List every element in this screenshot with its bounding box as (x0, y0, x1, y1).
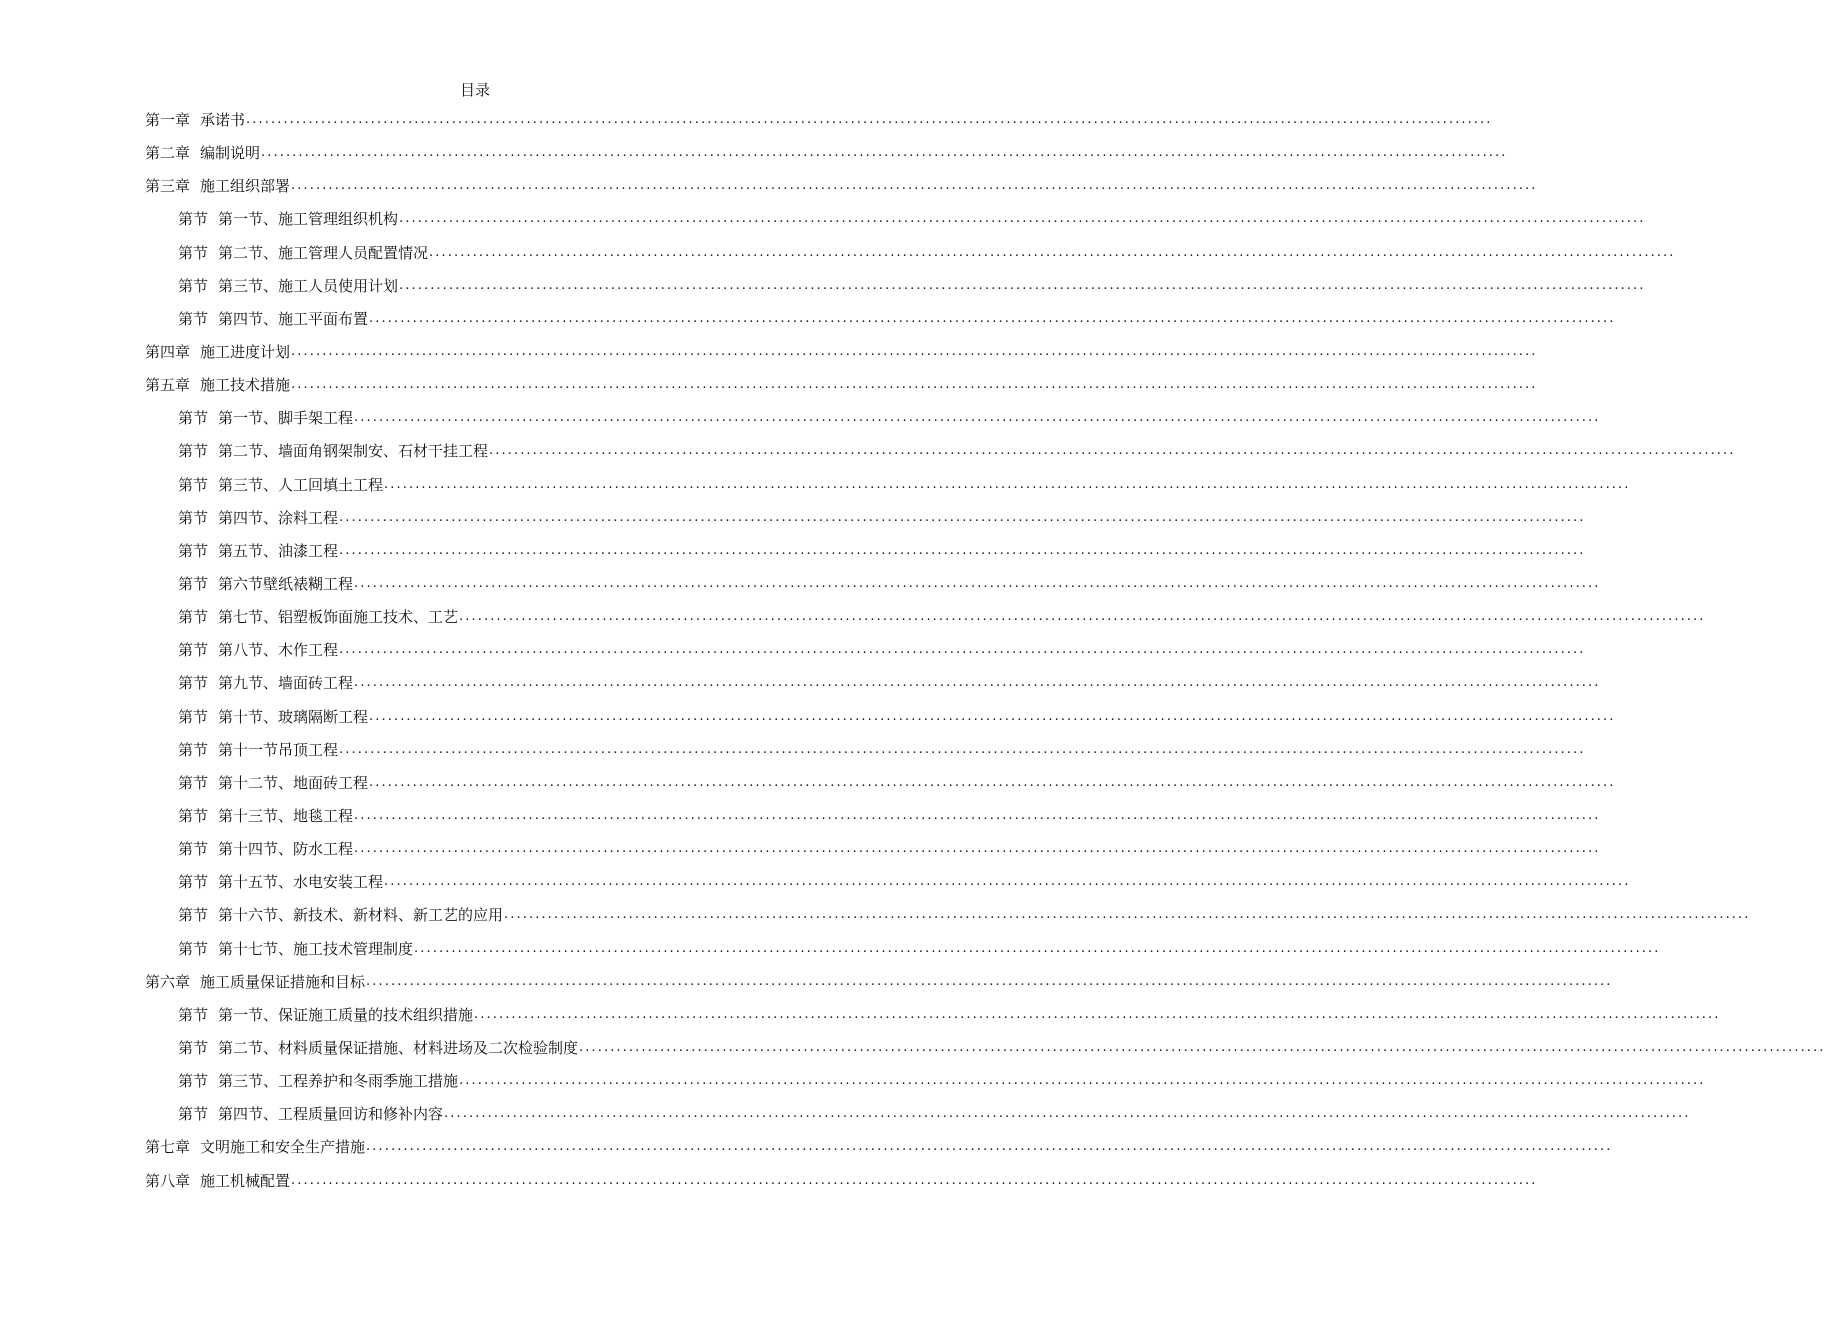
toc-entry-label: 第节 (178, 475, 209, 494)
toc-section-entry[interactable] (145, 832, 1601, 865)
toc-section-entry[interactable] (145, 401, 1601, 434)
toc-section-entry[interactable] (145, 865, 1631, 898)
dot-leader: ........................................................................................................................................................................................................ (459, 1073, 1706, 1089)
toc-entry-label: 第八章 (145, 1171, 191, 1190)
toc-section-entry[interactable] (145, 766, 1616, 799)
toc-entry-label: 第节 (178, 674, 209, 693)
toc-entry-text: 第十二节、地面砖工程 (218, 773, 369, 792)
toc-chapter-entry[interactable] (145, 965, 1613, 998)
toc-chapter-entry[interactable] (145, 136, 1508, 169)
toc-entry-label: 第节 (178, 641, 209, 660)
dot-leader: ........................................................................................................................................................................................................ (354, 410, 1601, 426)
toc-section-entry[interactable] (145, 236, 1676, 269)
toc-section-entry[interactable] (145, 434, 1736, 467)
dot-leader: ........................................................................................................................................................................................................ (291, 1172, 1538, 1188)
toc-entry-text: 第七节、铝塑板饰面施工技术、工艺 (218, 608, 459, 627)
dot-leader: ........................................................................................................................................................................................................ (384, 874, 1631, 890)
dot-leader: ........................................................................................................................................................................................................ (444, 1106, 1691, 1122)
toc-entry-label: 第节 (178, 807, 209, 826)
dot-leader: ........................................................................................................................................................................................................ (399, 211, 1646, 227)
toc-section-entry[interactable] (145, 600, 1706, 633)
toc-entry-text: 第十四节、防水工程 (218, 840, 354, 859)
dot-leader: ........................................................................................................................................................................................................ (369, 310, 1616, 326)
toc-entry-text: 承诺书 (200, 111, 246, 130)
toc-entry-label: 第节 (178, 309, 209, 328)
toc-section-entry[interactable] (145, 269, 1646, 302)
toc-entry-text: 第四节、工程质量回访和修补内容 (218, 1105, 444, 1124)
toc-entry-text: 第二节、施工管理人员配置情况 (218, 243, 429, 262)
toc-entry-label: 第节 (178, 575, 209, 594)
toc-entry-label: 第节 (178, 409, 209, 428)
dot-leader: ........................................................................................................................................................................................................ (369, 708, 1616, 724)
toc-entry-label: 第节 (178, 873, 209, 892)
toc-chapter-entry[interactable] (145, 1164, 1538, 1197)
toc-section-entry[interactable] (145, 567, 1601, 600)
toc-entry-text: 施工机械配置 (200, 1171, 291, 1190)
toc-entry-label: 第节 (178, 740, 209, 759)
toc-section-entry[interactable] (145, 534, 1586, 567)
toc-entry-text: 第八节、木作工程 (218, 641, 339, 660)
toc-section-entry[interactable] (145, 633, 1586, 666)
toc-entry-label: 第一章 (145, 111, 191, 130)
dot-leader: ........................................................................................................................................................................................................ (354, 841, 1601, 857)
toc-section-entry[interactable] (145, 898, 1751, 931)
dot-leader: ........................................................................................................................................................................................................ (579, 1040, 1826, 1055)
toc-entry-label: 第节 (178, 1039, 209, 1057)
toc-section-entry[interactable] (145, 302, 1616, 335)
toc-entry-label: 第节 (178, 906, 209, 925)
toc-entry-label: 第节 (178, 773, 209, 792)
dot-leader: ........................................................................................................................................................................................................ (339, 642, 1586, 658)
toc-entry-text: 施工组织部署 (200, 177, 291, 196)
toc-entry-label: 第五章 (145, 376, 191, 395)
toc-entry-text: 第四节、涂料工程 (218, 508, 339, 527)
toc-entry-text: 第十三节、地毯工程 (218, 807, 354, 826)
toc-chapter-entry[interactable] (145, 1130, 1613, 1163)
dot-leader: ........................................................................................................................................................................................................ (366, 1139, 1613, 1155)
table-of-contents (145, 103, 1826, 1197)
toc-entry-label: 第节 (178, 608, 209, 627)
toc-section-entry[interactable] (145, 998, 1721, 1031)
toc-entry-text: 第四节、施工平面布置 (218, 309, 369, 328)
toc-section-entry[interactable] (145, 1031, 1826, 1064)
toc-title: 目录 (459, 81, 490, 99)
toc-section-entry[interactable] (145, 468, 1631, 501)
toc-entry-text: 第二节、材料质量保证措施、材料进场及二次检验制度 (218, 1039, 579, 1057)
dot-leader: ........................................................................................................................................................................................................ (429, 244, 1676, 260)
dot-leader: ........................................................................................................................................................................................................ (291, 377, 1538, 393)
toc-entry-label: 第节 (178, 442, 209, 461)
toc-entry-text: 第一节、施工管理组织机构 (218, 210, 399, 229)
toc-entry-label: 第节 (178, 276, 209, 295)
toc-entry-label: 第节 (178, 1072, 209, 1091)
dot-leader: ........................................................................................................................................................................................................ (366, 973, 1613, 989)
toc-entry-text: 第一节、保证施工质量的技术组织措施 (218, 1005, 474, 1024)
toc-entry-text: 第三节、人工回填土工程 (218, 475, 384, 494)
toc-entry-text: 第十节、玻璃隔断工程 (218, 707, 369, 726)
toc-entry-label: 第节 (178, 1005, 209, 1024)
toc-entry-text: 第十五节、水电安装工程 (218, 873, 384, 892)
dot-leader: ........................................................................................................................................................................................................ (354, 808, 1601, 824)
toc-section-entry[interactable] (145, 1097, 1691, 1130)
toc-entry-label: 第节 (178, 243, 209, 262)
toc-section-entry[interactable] (145, 700, 1616, 733)
toc-section-entry[interactable] (145, 932, 1661, 965)
toc-entry-text: 第十六节、新技术、新材料、新工艺的应用 (218, 906, 504, 925)
toc-entry-text: 施工技术措施 (200, 376, 291, 395)
toc-entry-text: 第六节壁纸裱糊工程 (218, 575, 354, 594)
toc-section-entry[interactable] (145, 666, 1601, 699)
dot-leader: ........................................................................................................................................................................................................ (474, 1006, 1721, 1022)
toc-entry-text: 第九节、墙面砖工程 (218, 674, 354, 693)
toc-entry-text: 文明施工和安全生产措施 (200, 1138, 366, 1157)
toc-entry-label: 第节 (178, 840, 209, 859)
dot-leader: ........................................................................................................................................................................................................ (339, 741, 1586, 757)
toc-chapter-entry[interactable] (145, 169, 1538, 202)
toc-entry-label: 第节 (178, 707, 209, 726)
dot-leader: ........................................................................................................................................................................................................ (339, 542, 1586, 558)
dot-leader: ........................................................................................................................................................................................................ (261, 145, 1508, 161)
toc-entry-label: 第二章 (145, 144, 191, 163)
toc-entry-label: 第节 (178, 541, 209, 560)
toc-section-entry[interactable] (145, 733, 1586, 766)
toc-section-entry[interactable] (145, 799, 1601, 832)
dot-leader: ........................................................................................................................................................................................................ (291, 178, 1538, 194)
toc-entry-text: 施工进度计划 (200, 343, 291, 362)
toc-entry-label: 第节 (178, 939, 209, 958)
toc-section-entry[interactable] (145, 1064, 1706, 1097)
toc-entry-label: 第三章 (145, 177, 191, 196)
dot-leader: ........................................................................................................................................................................................................ (354, 675, 1601, 691)
toc-entry-label: 第节 (178, 1105, 209, 1124)
toc-entry-text: 施工质量保证措施和目标 (200, 972, 366, 991)
toc-entry-label: 第节 (178, 508, 209, 527)
toc-chapter-entry[interactable] (145, 335, 1538, 368)
toc-entry-text: 第十七节、施工技术管理制度 (218, 939, 414, 958)
dot-leader: ........................................................................................................................................................................................................ (489, 443, 1736, 459)
dot-leader: ........................................................................................................................................................................................................ (339, 509, 1586, 525)
toc-entry-text: 第五节、油漆工程 (218, 541, 339, 560)
dot-leader: ........................................................................................................................................................................................................ (384, 476, 1631, 492)
dot-leader: ........................................................................................................................................................................................................ (291, 344, 1538, 360)
dot-leader: ........................................................................................................................................................................................................ (354, 576, 1601, 592)
toc-chapter-entry[interactable] (145, 368, 1538, 401)
toc-entry-text: 编制说明 (200, 144, 261, 163)
dot-leader: ........................................................................................................................................................................................................ (414, 940, 1661, 956)
toc-entry-label: 第七章 (145, 1138, 191, 1157)
toc-entry-text: 第三节、施工人员使用计划 (218, 276, 399, 295)
toc-section-entry[interactable] (145, 202, 1646, 235)
dot-leader: ........................................................................................................................................................................................................ (369, 774, 1616, 790)
toc-entry-label: 第六章 (145, 972, 191, 991)
toc-entry-label: 第节 (178, 210, 209, 229)
dot-leader: ........................................................................................................................................................................................................ (504, 907, 1751, 923)
toc-entry-text: 第一节、脚手架工程 (218, 409, 354, 428)
toc-section-entry[interactable] (145, 501, 1586, 534)
toc-entry-text: 第三节、工程养护和冬雨季施工措施 (218, 1072, 459, 1091)
toc-entry-text: 第二节、墙面角钢架制安、石材干挂工程 (218, 442, 489, 461)
toc-entry-label: 第四章 (145, 343, 191, 362)
toc-entry-text: 第十一节吊顶工程 (218, 740, 339, 759)
dot-leader: ........................................................................................................................................................................................................ (459, 609, 1706, 625)
dot-leader: ........................................................................................................................................................................................................ (399, 277, 1646, 293)
dot-leader: ........................................................................................................................................................................................................ (246, 112, 1493, 128)
toc-chapter-entry[interactable] (145, 103, 1493, 136)
